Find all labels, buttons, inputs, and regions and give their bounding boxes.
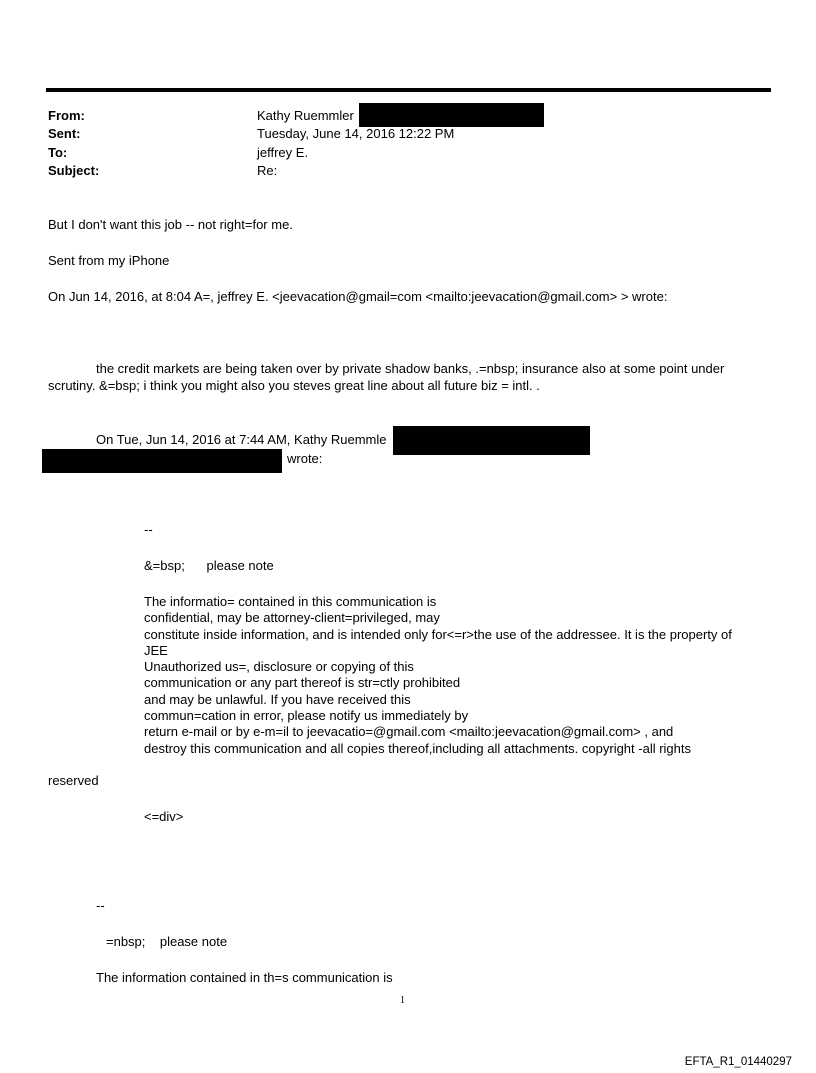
sent-label: Sent: <box>48 126 81 141</box>
quote1-line2: scrutiny. &=bsp; i think you might also you steves great line about all future biz = intl. . <box>48 378 540 393</box>
quote2-intro: On Tue, Jun 14, 2016 at 7:44 AM, Kathy Ruemmle <box>96 432 387 447</box>
quote1-line1: the credit markets are being taken over by private shadow banks, .=nbsp; insurance also at some point under <box>96 361 725 376</box>
to-label: To: <box>48 145 68 160</box>
sig1-note: &=bsp; please note <box>144 558 274 573</box>
reserved-text: reserved <box>48 773 99 788</box>
disclaimer-2-line1: The information contained in th=s communication is <box>96 970 393 985</box>
disclaimer-line: return e-mail or by e-m=il to jeevacatio=@gmail.com <mailto:jeevacation@gmail.com> , and <box>144 724 674 740</box>
disclaimer-line: commun=cation in error, please notify us immediately by <box>144 708 469 724</box>
subject-value: Re: <box>257 163 278 178</box>
disclaimer-line: confidential, may be attorney-client=privileged, may <box>144 610 440 626</box>
redaction-block <box>393 426 590 455</box>
disclaimer-line: communication or any part thereof is str=ctly prohibited <box>144 675 461 691</box>
body-line-3: On Jun 14, 2016, at 8:04 A=, jeffrey E. <jeevacation@gmail=com <mailto:jeevacation@gmail.com> > wrote: <box>48 289 668 304</box>
redaction-block <box>42 449 282 473</box>
to-value: jeffrey E. <box>257 145 309 160</box>
disclaimer-line: Unauthorized us=, disclosure or copying of this <box>144 659 414 675</box>
sig1-dash: -- <box>144 522 153 537</box>
div-tag-text: <=div> <box>144 809 184 824</box>
disclaimer-line: constitute inside information, and is intended only for<=r>the use of the addressee. It is the property of <box>144 626 732 642</box>
disclaimer-line: The informatio= contained in this communication is <box>144 594 437 609</box>
disclaimer-line: JEE <box>144 642 168 658</box>
sig2-note: =nbsp; please note <box>106 934 228 949</box>
body-line-2: Sent from my iPhone <box>48 253 170 268</box>
body-line-1: But I don't want this job -- not right=for me. <box>48 217 293 232</box>
from-value: Kathy Ruemmler <box>257 108 354 123</box>
page-number: 1 <box>400 995 405 1006</box>
subject-label: Subject: <box>48 163 100 178</box>
disclaimer-line: destroy this communication and all copies thereof,including all attachments. copyright -all rights <box>144 740 691 756</box>
header-rule <box>46 88 771 92</box>
redaction-block <box>359 103 544 127</box>
disclaimer-line: and may be unlawful. If you have received this <box>144 691 411 707</box>
from-label: From: <box>48 108 85 123</box>
disclaimer-1 <box>144 594 732 757</box>
sent-value: Tuesday, June 14, 2016 12:22 PM <box>257 126 455 141</box>
quote2-wrote: wrote: <box>287 451 323 466</box>
bates-number: EFTA_R1_01440297 <box>684 1056 792 1068</box>
sig2-dash: -- <box>96 898 105 913</box>
